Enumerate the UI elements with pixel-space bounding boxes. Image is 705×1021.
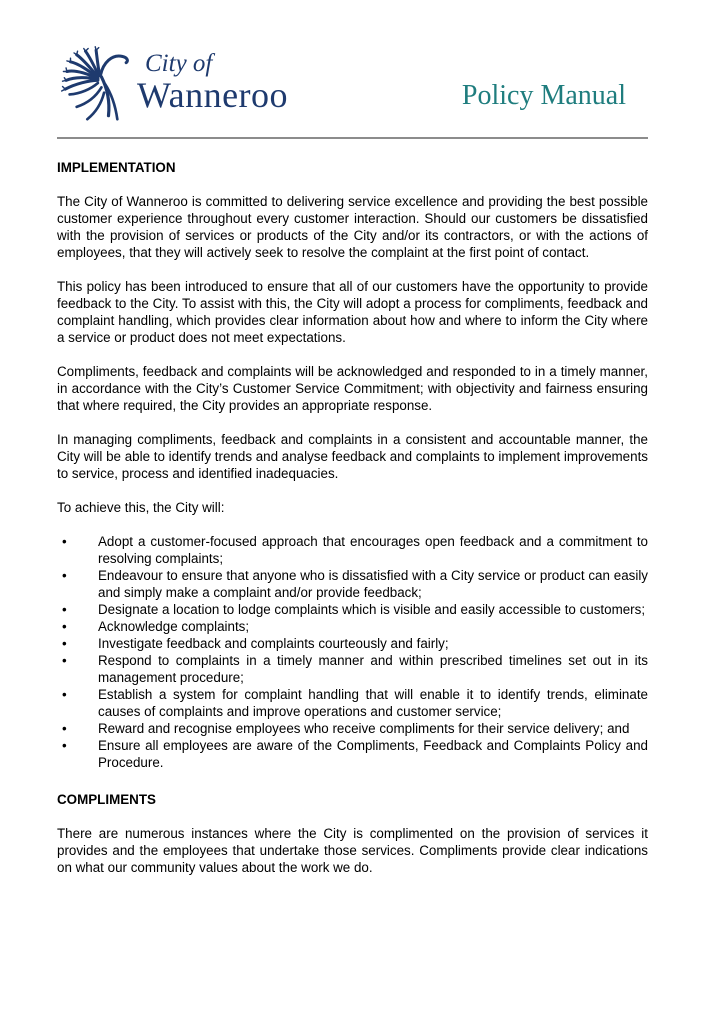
bullet-icon: • [62,636,67,651]
list-item-text: Investigate feedback and complaints courteously and fairly; [98,636,449,651]
document-body [57,159,648,876]
list-item [57,618,648,635]
implementation-paragraph-1: The City of Wanneroo is committed to delivering service excellence and providing the best possible customer experience throughout every customer interaction. Should our customers be dissatisfied with the provision of services or products of the City and/or its contractors, or with the actions of employees, that they will actively seek to resolve the complaint at the first point of contact. [57,194,648,260]
list-item-text: Establish a system for complaint handling that will enable it to identify trends, eliminate causes of complaints and improve operations and customer service; [98,687,648,719]
header-divider [57,137,648,139]
logo-text-city-of: City of [145,50,213,77]
list-item [57,737,648,771]
list-item [57,686,648,720]
bullet-icon: • [62,602,67,617]
section-heading-implementation: IMPLEMENTATION [57,160,176,175]
list-item-text: Endeavour to ensure that anyone who is dissatisfied with a City service or product can easily and simply make a complaint and/or provide feedback; [98,568,648,600]
list-item [57,601,648,618]
logo-text-wanneroo: Wanneroo [137,75,289,115]
implementation-paragraph-3: Compliments, feedback and complaints will be acknowledged and responded to in a timely manner, in accordance with the City’s Customer Service Commitment; with objectivity and fairness ensuring that where required, the City provides an appropriate response. [57,364,648,413]
implementation-paragraph-2: This policy has been introduced to ensure that all of our customers have the opportunity to provide feedback to the City. To assist with this, the City will adopt a process for compliments, feedback and complaint handling, which provides clear information about how and where to inform the City where a service or product does not meet expectations. [57,279,648,345]
list-item-text: Designate a location to lodge complaints which is visible and easily accessible to customers; [98,602,646,617]
bullet-icon: • [62,653,67,668]
implementation-bullet-list [57,533,648,771]
list-item [57,652,648,686]
bullet-icon: • [62,687,67,702]
list-item-text: Reward and recognise employees who receive compliments for their service delivery; and [98,721,630,736]
list-item-text: Adopt a customer-focused approach that encourages open feedback and a commitment to resolving complaints; [98,534,648,566]
list-item-text: Respond to complaints in a timely manner and within prescribed timelines set out in its management procedure; [98,653,648,685]
list-item [57,567,648,601]
document-title: Policy Manual [461,80,626,111]
list-item-text: Ensure all employees are aware of the Compliments, Feedback and Complaints Policy and Procedure. [98,738,648,770]
section-heading-compliments: COMPLIMENTS [57,792,156,807]
bullet-icon: • [62,619,67,634]
city-of-wanneroo-logo [57,45,288,121]
bullet-icon: • [62,721,67,736]
bullet-icon: • [62,534,67,549]
implementation-paragraph-4: In managing compliments, feedback and complaints in a consistent and accountable manner, the City will be able to identify trends and analyse feedback and complaints to implement improvements to service, process and identified inadequacies. [57,432,648,481]
list-item [57,635,648,652]
bullet-icon: • [62,738,67,753]
bullet-icon: • [62,568,67,583]
logo-wordmark [137,51,288,113]
document-header [57,45,648,121]
compliments-paragraph-1: There are numerous instances where the City is complimented on the provision of services it provides and the employees that undertake those services. Compliments provide clear indications on what our community values about the work we do. [57,826,648,875]
list-item-text: Acknowledge complaints; [98,619,250,634]
list-item [57,533,648,567]
implementation-lead-in: To achieve this, the City will: [57,500,225,515]
list-item [57,720,648,737]
kangaroo-paw-logo-icon [57,45,137,121]
